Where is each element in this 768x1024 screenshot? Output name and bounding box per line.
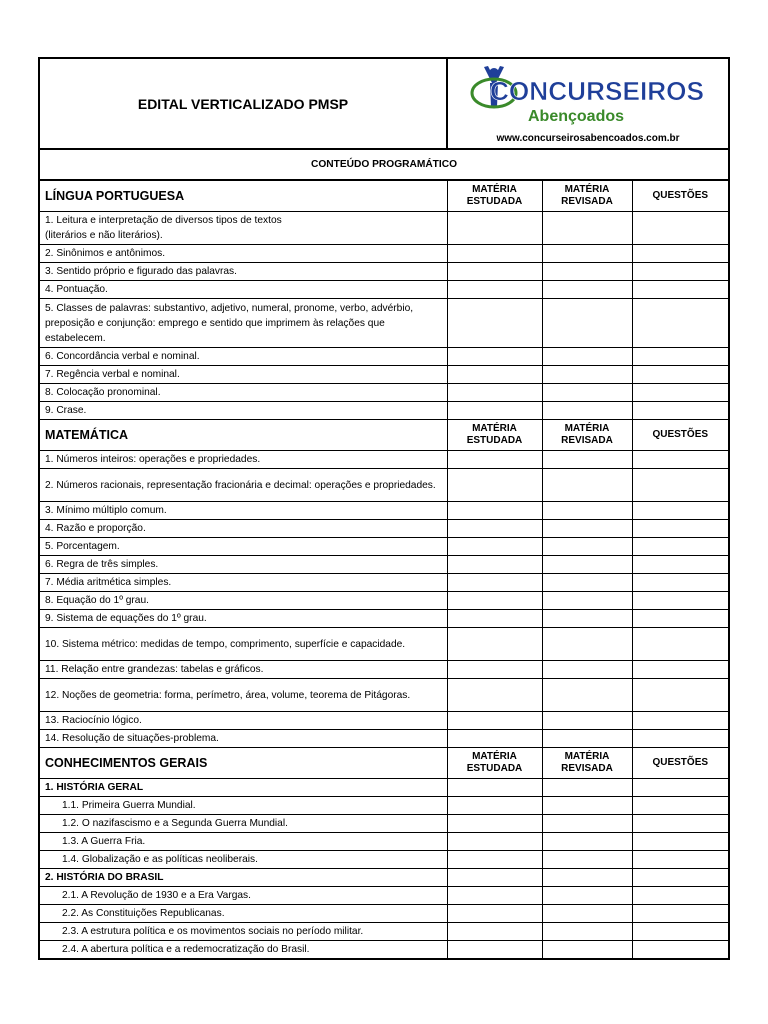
studied-checkbox-cell[interactable] (447, 851, 542, 869)
topic-row (39, 348, 729, 366)
studied-checkbox-cell[interactable] (447, 384, 542, 402)
studied-checkbox-cell[interactable] (447, 628, 542, 661)
studied-checkbox-cell[interactable] (447, 451, 542, 469)
studied-checkbox-cell[interactable] (447, 469, 542, 502)
topic-group-label: 1. HISTÓRIA GERAL (39, 779, 447, 797)
studied-checkbox-cell[interactable] (447, 905, 542, 923)
logo-brand: CONCURSEIROS (490, 76, 704, 106)
topic-row (39, 851, 729, 869)
column-header: MATÉRIA ESTUDADA (447, 180, 542, 212)
revised-checkbox-cell[interactable] (542, 610, 632, 628)
studied-checkbox-cell[interactable] (447, 538, 542, 556)
topic-row (39, 502, 729, 520)
questions-cell[interactable] (632, 469, 729, 502)
questions-cell[interactable] (632, 923, 729, 941)
questions-cell[interactable] (632, 451, 729, 469)
topic-row (39, 679, 729, 712)
topic-row (39, 628, 729, 661)
document-title: EDITAL VERTICALIZADO PMSP (39, 58, 447, 149)
studied-checkbox-cell[interactable] (447, 941, 542, 960)
questions-cell[interactable] (632, 263, 729, 281)
topic-label: 9. Crase. (39, 402, 447, 420)
revised-checkbox-cell[interactable] (542, 628, 632, 661)
revised-checkbox-cell[interactable] (542, 869, 632, 887)
topic-row (39, 833, 729, 851)
column-header: MATÉRIA REVISADA (542, 420, 632, 451)
questions-cell[interactable] (632, 851, 729, 869)
topic-label: 3. Sentido próprio e figurado das palavras. (39, 263, 447, 281)
column-header: MATÉRIA REVISADA (542, 180, 632, 212)
topic-group-row (39, 869, 729, 887)
topic-row (39, 245, 729, 263)
studied-checkbox-cell[interactable] (447, 520, 542, 538)
studied-checkbox-cell[interactable] (447, 502, 542, 520)
questions-cell[interactable] (632, 712, 729, 730)
revised-checkbox-cell[interactable] (542, 469, 632, 502)
content-table (38, 148, 730, 960)
questions-cell[interactable] (632, 779, 729, 797)
topic-label: 1.1. Primeira Guerra Mundial. (39, 797, 447, 815)
topic-label: 1. Números inteiros: operações e propriedades. (39, 451, 447, 469)
topic-row (39, 815, 729, 833)
topic-row (39, 366, 729, 384)
section-title: CONHECIMENTOS GERAIS (39, 748, 447, 779)
topic-row (39, 574, 729, 592)
studied-checkbox-cell[interactable] (447, 610, 542, 628)
questions-cell[interactable] (632, 679, 729, 712)
questions-cell[interactable] (632, 592, 729, 610)
questions-cell[interactable] (632, 941, 729, 960)
topic-group-row (39, 779, 729, 797)
column-header: QUESTÕES (632, 748, 729, 779)
questions-cell[interactable] (632, 212, 729, 245)
revised-checkbox-cell[interactable] (542, 402, 632, 420)
topic-label: 2.2. As Constituições Republicanas. (39, 905, 447, 923)
questions-cell[interactable] (632, 502, 729, 520)
revised-checkbox-cell[interactable] (542, 923, 632, 941)
studied-checkbox-cell[interactable] (447, 212, 542, 245)
studied-checkbox-cell[interactable] (447, 556, 542, 574)
questions-cell[interactable] (632, 797, 729, 815)
revised-checkbox-cell[interactable] (542, 797, 632, 815)
topic-label: 11. Relação entre grandezas: tabelas e gráficos. (39, 661, 447, 679)
topic-label: 2.1. A Revolução de 1930 e a Era Vargas. (39, 887, 447, 905)
section-title: LÍNGUA PORTUGUESA (39, 180, 447, 212)
questions-cell[interactable] (632, 538, 729, 556)
topic-row (39, 402, 729, 420)
revised-checkbox-cell[interactable] (542, 941, 632, 960)
revised-checkbox-cell[interactable] (542, 366, 632, 384)
topic-row (39, 941, 729, 960)
topic-row (39, 469, 729, 502)
section-header-row (39, 748, 729, 779)
topic-label: 2. Sinônimos e antônimos. (39, 245, 447, 263)
revised-checkbox-cell[interactable] (542, 348, 632, 366)
questions-cell[interactable] (632, 245, 729, 263)
studied-checkbox-cell[interactable] (447, 797, 542, 815)
questions-cell[interactable] (632, 887, 729, 905)
topic-row (39, 520, 729, 538)
revised-checkbox-cell[interactable] (542, 263, 632, 281)
topic-row (39, 538, 729, 556)
revised-checkbox-cell[interactable] (542, 833, 632, 851)
questions-cell[interactable] (632, 574, 729, 592)
topic-label: 8. Colocação pronominal. (39, 384, 447, 402)
topic-row (39, 923, 729, 941)
revised-checkbox-cell[interactable] (542, 281, 632, 299)
studied-checkbox-cell[interactable] (447, 923, 542, 941)
topic-row (39, 887, 729, 905)
revised-checkbox-cell[interactable] (542, 730, 632, 748)
studied-checkbox-cell[interactable] (447, 887, 542, 905)
questions-cell[interactable] (632, 348, 729, 366)
section-header-row (39, 180, 729, 212)
questions-cell[interactable] (632, 628, 729, 661)
topic-label: 4. Pontuação. (39, 281, 447, 299)
column-header: QUESTÕES (632, 420, 729, 451)
studied-checkbox-cell[interactable] (447, 574, 542, 592)
studied-checkbox-cell[interactable] (447, 281, 542, 299)
revised-checkbox-cell[interactable] (542, 887, 632, 905)
logo-cell (447, 58, 729, 149)
revised-checkbox-cell[interactable] (542, 502, 632, 520)
questions-cell[interactable] (632, 815, 729, 833)
topic-row (39, 212, 729, 245)
questions-cell[interactable] (632, 556, 729, 574)
section-title: MATEMÁTICA (39, 420, 447, 451)
topic-row (39, 730, 729, 748)
revised-checkbox-cell[interactable] (542, 574, 632, 592)
topic-row (39, 797, 729, 815)
topic-label: 4. Razão e proporção. (39, 520, 447, 538)
revised-checkbox-cell[interactable] (542, 212, 632, 245)
column-header: QUESTÕES (632, 180, 729, 212)
topic-row (39, 661, 729, 679)
revised-checkbox-cell[interactable] (542, 815, 632, 833)
questions-cell[interactable] (632, 366, 729, 384)
revised-checkbox-cell[interactable] (542, 905, 632, 923)
questions-cell[interactable] (632, 520, 729, 538)
questions-cell[interactable] (632, 661, 729, 679)
topic-label: 1. Leitura e interpretação de diversos tipos de textos (literários e não literários). (39, 212, 447, 245)
topic-label: 5. Classes de palavras: substantivo, adjetivo, numeral, pronome, verbo, advérbio, preposição e conjunção: emprego e sentido que imprimem às relações que estabelecem. (39, 299, 447, 348)
revised-checkbox-cell[interactable] (542, 451, 632, 469)
studied-checkbox-cell[interactable] (447, 730, 542, 748)
revised-checkbox-cell[interactable] (542, 661, 632, 679)
topic-row (39, 712, 729, 730)
logo-tagline: Abençoados (528, 108, 625, 125)
studied-checkbox-cell[interactable] (447, 679, 542, 712)
column-header: MATÉRIA ESTUDADA (447, 420, 542, 451)
revised-checkbox-cell[interactable] (542, 712, 632, 730)
topic-label: 1.4. Globalização e as políticas neoliberais. (39, 851, 447, 869)
revised-checkbox-cell[interactable] (542, 779, 632, 797)
document-header (38, 57, 730, 150)
revised-checkbox-cell[interactable] (542, 851, 632, 869)
topic-row (39, 556, 729, 574)
revised-checkbox-cell[interactable] (542, 556, 632, 574)
section-header-row (39, 420, 729, 451)
topic-row (39, 610, 729, 628)
questions-cell[interactable] (632, 610, 729, 628)
studied-checkbox-cell[interactable] (447, 592, 542, 610)
studied-checkbox-cell[interactable] (447, 661, 542, 679)
studied-checkbox-cell[interactable] (447, 245, 542, 263)
topic-label: 2.3. A estrutura política e os movimentos sociais no período militar. (39, 923, 447, 941)
studied-checkbox-cell[interactable] (447, 779, 542, 797)
questions-cell[interactable] (632, 281, 729, 299)
topic-label: 2.4. A abertura política e a redemocratização do Brasil. (39, 941, 447, 960)
studied-checkbox-cell[interactable] (447, 815, 542, 833)
topic-row (39, 281, 729, 299)
topic-row (39, 299, 729, 348)
questions-cell[interactable] (632, 905, 729, 923)
topic-label: 6. Concordância verbal e nominal. (39, 348, 447, 366)
topic-row (39, 592, 729, 610)
program-title: CONTEÚDO PROGRAMÁTICO (39, 149, 729, 180)
studied-checkbox-cell[interactable] (447, 833, 542, 851)
topic-row (39, 384, 729, 402)
questions-cell[interactable] (632, 833, 729, 851)
topic-row (39, 451, 729, 469)
topic-label: 5. Porcentagem. (39, 538, 447, 556)
revised-checkbox-cell[interactable] (542, 520, 632, 538)
topic-label: 1.3. A Guerra Fria. (39, 833, 447, 851)
revised-checkbox-cell[interactable] (542, 592, 632, 610)
topic-label: 7. Regência verbal e nominal. (39, 366, 447, 384)
questions-cell[interactable] (632, 402, 729, 420)
questions-cell[interactable] (632, 384, 729, 402)
topic-label: 14. Resolução de situações-problema. (39, 730, 447, 748)
revised-checkbox-cell[interactable] (542, 679, 632, 712)
revised-checkbox-cell[interactable] (542, 299, 632, 348)
column-header: MATÉRIA REVISADA (542, 748, 632, 779)
study-checklist-sheet (38, 57, 728, 960)
topic-label: 10. Sistema métrico: medidas de tempo, comprimento, superfície e capacidade. (39, 628, 447, 661)
studied-checkbox-cell[interactable] (447, 299, 542, 348)
revised-checkbox-cell[interactable] (542, 245, 632, 263)
revised-checkbox-cell[interactable] (542, 538, 632, 556)
topic-label: 9. Sistema de equações do 1º grau. (39, 610, 447, 628)
topic-label: 2. Números racionais, representação fracionária e decimal: operações e propriedades. (39, 469, 447, 502)
studied-checkbox-cell[interactable] (447, 402, 542, 420)
topic-label: 3. Mínimo múltiplo comum. (39, 502, 447, 520)
studied-checkbox-cell[interactable] (447, 263, 542, 281)
topic-label: 13. Raciocínio lógico. (39, 712, 447, 730)
column-header: MATÉRIA ESTUDADA (447, 748, 542, 779)
topic-label: 12. Noções de geometria: forma, perímetro, área, volume, teorema de Pitágoras. (39, 679, 447, 712)
studied-checkbox-cell[interactable] (447, 869, 542, 887)
studied-checkbox-cell[interactable] (447, 712, 542, 730)
questions-cell[interactable] (632, 869, 729, 887)
topic-label: 8. Equação do 1º grau. (39, 592, 447, 610)
revised-checkbox-cell[interactable] (542, 384, 632, 402)
studied-checkbox-cell[interactable] (447, 366, 542, 384)
topic-label: 1.2. O nazifascismo e a Segunda Guerra Mundial. (39, 815, 447, 833)
questions-cell[interactable] (632, 299, 729, 348)
topic-label: 6. Regra de três simples. (39, 556, 447, 574)
topic-label: 7. Média aritmética simples. (39, 574, 447, 592)
topic-row (39, 263, 729, 281)
questions-cell[interactable] (632, 730, 729, 748)
studied-checkbox-cell[interactable] (447, 348, 542, 366)
concurseiros-logo (470, 63, 710, 125)
topic-row (39, 905, 729, 923)
topic-group-label: 2. HISTÓRIA DO BRASIL (39, 869, 447, 887)
website-url: www.concurseirosabencoados.com.br (496, 133, 680, 144)
